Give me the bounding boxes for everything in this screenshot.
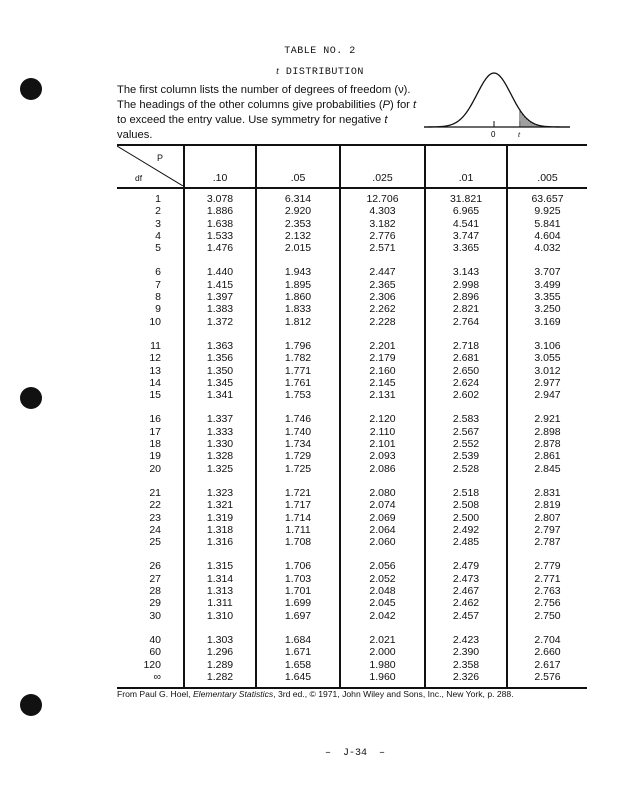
value-cell: 2.462 — [425, 597, 507, 609]
table-row — [117, 499, 587, 511]
value-cell: 1.708 — [256, 536, 340, 548]
value-cell: 1.886 — [184, 205, 256, 217]
corner-df-label: df — [135, 173, 143, 183]
value-cell: 2.771 — [507, 573, 587, 585]
value-cell: 1.533 — [184, 230, 256, 242]
value-cell: 2.423 — [425, 634, 507, 646]
table-row — [117, 438, 587, 450]
value-cell: 2.660 — [507, 646, 587, 658]
df-cell: 120 — [143, 658, 161, 671]
df-cell: 10 — [149, 315, 161, 328]
value-cell: 1.714 — [256, 512, 340, 524]
corner-diagonal — [117, 146, 183, 186]
table-row — [117, 218, 587, 230]
zero-label: 0 — [491, 130, 496, 139]
value-cell: 1.721 — [256, 487, 340, 499]
bell-curve — [424, 73, 570, 127]
page-number-text: J-34 — [343, 748, 368, 759]
value-cell: 3.250 — [507, 303, 587, 315]
value-cell: 1.318 — [184, 524, 256, 536]
df-cell: 19 — [149, 450, 161, 463]
value-cell: 2.807 — [507, 512, 587, 524]
value-cell: 4.541 — [425, 218, 507, 230]
value-cell: 2.518 — [425, 487, 507, 499]
value-cell: 2.977 — [507, 377, 587, 389]
table-row — [117, 426, 587, 438]
df-cell: 26 — [149, 560, 161, 573]
value-cell: 2.110 — [340, 426, 425, 438]
value-cell: 3.182 — [340, 218, 425, 230]
value-cell: 2.080 — [340, 487, 425, 499]
value-cell: 1.319 — [184, 512, 256, 524]
value-cell: 2.878 — [507, 438, 587, 450]
value-cell: 2.831 — [507, 487, 587, 499]
value-cell: 1.341 — [184, 389, 256, 401]
table-row — [117, 303, 587, 315]
table-row — [117, 450, 587, 462]
df-cell: 12 — [149, 352, 161, 365]
value-cell: 2.145 — [340, 377, 425, 389]
value-cell: 2.048 — [340, 585, 425, 597]
df-cell: 5 — [155, 242, 161, 255]
value-cell: 2.583 — [425, 413, 507, 425]
table-row — [117, 610, 587, 622]
value-cell: 3.365 — [425, 242, 507, 254]
column-header: .005 — [507, 145, 587, 188]
value-cell: 1.289 — [184, 659, 256, 671]
citation-text: , 3rd ed., © 1971, John Wiley and Sons, Inc., New York, p. 288. — [273, 689, 514, 699]
value-cell: 2.567 — [425, 426, 507, 438]
value-cell: 1.350 — [184, 365, 256, 377]
table-row — [117, 536, 587, 548]
value-cell: 1.753 — [256, 389, 340, 401]
value-cell: 6.314 — [256, 188, 340, 205]
value-cell: 2.390 — [425, 646, 507, 658]
value-cell: 2.086 — [340, 463, 425, 475]
value-cell: 2.052 — [340, 573, 425, 585]
group-spacer — [117, 401, 587, 413]
value-cell: 3.055 — [507, 352, 587, 364]
value-cell: 1.440 — [184, 266, 256, 278]
table-row — [117, 659, 587, 671]
value-cell: 2.064 — [340, 524, 425, 536]
value-cell: 63.657 — [507, 188, 587, 205]
value-cell: 1.658 — [256, 659, 340, 671]
intro-text: ). The headings of the other columns give probabilities ( — [117, 84, 411, 111]
table-row — [117, 463, 587, 475]
value-cell: 1.330 — [184, 438, 256, 450]
corner-p-label: P — [156, 153, 163, 163]
value-cell: 2.467 — [425, 585, 507, 597]
value-cell: 2.060 — [340, 536, 425, 548]
table-row — [117, 352, 587, 364]
table-row — [117, 671, 587, 688]
value-cell: 2.358 — [425, 659, 507, 671]
df-cell: 27 — [149, 572, 161, 585]
value-cell: 2.845 — [507, 463, 587, 475]
value-cell: 1.321 — [184, 499, 256, 511]
value-cell: 1.383 — [184, 303, 256, 315]
intro-paragraph — [117, 83, 417, 143]
value-cell: 3.012 — [507, 365, 587, 377]
value-cell: 1.282 — [184, 671, 256, 688]
value-cell: 2.353 — [256, 218, 340, 230]
value-cell: 2.447 — [340, 266, 425, 278]
value-cell: 2.920 — [256, 205, 340, 217]
table-row — [117, 634, 587, 646]
t-distribution-table — [117, 144, 587, 689]
df-cell: 23 — [149, 511, 161, 524]
value-cell: 2.093 — [340, 450, 425, 462]
df-cell: 14 — [149, 376, 161, 389]
table-row — [117, 560, 587, 572]
binder-hole — [20, 694, 42, 716]
df-cell: 11 — [150, 339, 161, 352]
value-cell: 1.328 — [184, 450, 256, 462]
value-cell: 1.345 — [184, 377, 256, 389]
table-header-row — [117, 145, 587, 188]
value-cell: 2.131 — [340, 389, 425, 401]
value-cell: 1.296 — [184, 646, 256, 658]
value-cell: 1.796 — [256, 340, 340, 352]
value-cell: 2.262 — [340, 303, 425, 315]
value-cell: 2.365 — [340, 279, 425, 291]
value-cell: 2.457 — [425, 610, 507, 622]
intro-text: ) for — [390, 99, 414, 111]
value-cell: 2.228 — [340, 316, 425, 328]
value-cell: 1.711 — [256, 524, 340, 536]
value-cell: 2.179 — [340, 352, 425, 364]
df-cell: 3 — [155, 217, 161, 230]
citation-book-title: Elementary Statistics — [192, 689, 274, 699]
value-cell: 1.860 — [256, 291, 340, 303]
table-number: TABLE NO. 2 — [284, 46, 356, 57]
value-cell: 1.316 — [184, 536, 256, 548]
value-cell: 1.323 — [184, 487, 256, 499]
value-cell: 3.747 — [425, 230, 507, 242]
df-cell: 20 — [149, 462, 161, 475]
table-title-text: DISTRIBUTION — [285, 67, 364, 78]
value-cell: 1.699 — [256, 597, 340, 609]
intro-text: to exceed the entry value. Use symmetry for negative — [117, 114, 385, 126]
value-cell: 2.539 — [425, 450, 507, 462]
value-cell: 1.697 — [256, 610, 340, 622]
table-row — [117, 316, 587, 328]
page-number: – J-34 – — [325, 748, 386, 759]
df-cell: 1 — [155, 193, 161, 205]
table-row — [117, 389, 587, 401]
table-row — [117, 279, 587, 291]
value-cell: 1.746 — [256, 413, 340, 425]
value-cell: 2.921 — [507, 413, 587, 425]
value-cell: 3.169 — [507, 316, 587, 328]
value-cell: 1.833 — [256, 303, 340, 315]
df-cell: 4 — [155, 229, 161, 242]
df-cell: 60 — [149, 646, 161, 659]
value-cell: 1.638 — [184, 218, 256, 230]
value-cell: 1.895 — [256, 279, 340, 291]
table-row — [117, 585, 587, 597]
citation-text: From Paul G. Hoel, — [117, 689, 193, 699]
value-cell: 1.771 — [256, 365, 340, 377]
intro-p: P — [382, 99, 391, 111]
value-cell: 2.326 — [425, 671, 507, 688]
value-cell: 2.492 — [425, 524, 507, 536]
binder-hole — [20, 387, 42, 409]
value-cell: 2.056 — [340, 560, 425, 572]
intro-text: values. — [117, 129, 153, 141]
value-cell: 2.896 — [425, 291, 507, 303]
value-cell: 2.201 — [340, 340, 425, 352]
value-cell: 1.315 — [184, 560, 256, 572]
value-cell: 1.671 — [256, 646, 340, 658]
df-cell: 22 — [149, 499, 161, 512]
value-cell: 3.355 — [507, 291, 587, 303]
table-title-variable: t — [276, 66, 280, 77]
value-cell: 1.333 — [184, 426, 256, 438]
value-cell: 2.861 — [507, 450, 587, 462]
value-cell: 1.684 — [256, 634, 340, 646]
t-label: t — [518, 130, 521, 139]
group-spacer — [117, 328, 587, 340]
df-cell: 7 — [155, 278, 161, 291]
value-cell: 1.303 — [184, 634, 256, 646]
df-cell: 18 — [149, 438, 161, 451]
value-cell: 2.718 — [425, 340, 507, 352]
value-cell: 3.707 — [507, 266, 587, 278]
value-cell: 2.797 — [507, 524, 587, 536]
value-cell: 2.479 — [425, 560, 507, 572]
intro-text: The first column lists the number of degrees of freedom ( — [117, 84, 399, 96]
value-cell: 2.160 — [340, 365, 425, 377]
value-cell: 3.106 — [507, 340, 587, 352]
table-row — [117, 646, 587, 658]
value-cell: 2.624 — [425, 377, 507, 389]
value-cell: 31.821 — [425, 188, 507, 205]
value-cell: 2.819 — [507, 499, 587, 511]
value-cell: 5.841 — [507, 218, 587, 230]
df-cell: 29 — [149, 597, 161, 610]
df-cell: 13 — [149, 364, 161, 377]
value-cell: 2.750 — [507, 610, 587, 622]
df-cell: 6 — [155, 266, 161, 279]
intro-nu: ν — [398, 84, 404, 96]
value-cell: 2.650 — [425, 365, 507, 377]
df-cell: 16 — [149, 413, 161, 426]
value-cell: 1.356 — [184, 352, 256, 364]
value-cell: 2.508 — [425, 499, 507, 511]
df-cell: 9 — [155, 303, 161, 316]
column-header: .01 — [425, 145, 507, 188]
df-cell: 28 — [149, 585, 161, 598]
value-cell: 1.782 — [256, 352, 340, 364]
binder-hole — [20, 78, 42, 100]
value-cell: 2.069 — [340, 512, 425, 524]
value-cell: 2.132 — [256, 230, 340, 242]
value-cell: 2.473 — [425, 573, 507, 585]
value-cell: 1.960 — [340, 671, 425, 688]
value-cell: 2.571 — [340, 242, 425, 254]
value-cell: 6.965 — [425, 205, 507, 217]
value-cell: 1.706 — [256, 560, 340, 572]
df-cell: 24 — [149, 523, 161, 536]
value-cell: 2.021 — [340, 634, 425, 646]
group-spacer — [117, 254, 587, 266]
value-cell: 4.303 — [340, 205, 425, 217]
value-cell: 1.645 — [256, 671, 340, 688]
df-cell: 15 — [149, 389, 161, 402]
table-row — [117, 205, 587, 217]
value-cell: 4.032 — [507, 242, 587, 254]
value-cell: 1.943 — [256, 266, 340, 278]
df-cell: 21 — [149, 486, 161, 499]
value-cell: 1.812 — [256, 316, 340, 328]
column-header: .05 — [256, 145, 340, 188]
value-cell: 2.821 — [425, 303, 507, 315]
value-cell: 1.337 — [184, 413, 256, 425]
value-cell: 2.000 — [340, 646, 425, 658]
value-cell: 1.314 — [184, 573, 256, 585]
table-row — [117, 573, 587, 585]
column-header: .10 — [184, 145, 256, 188]
value-cell: 1.703 — [256, 573, 340, 585]
value-cell: 2.787 — [507, 536, 587, 548]
table-row — [117, 242, 587, 254]
table-row — [117, 377, 587, 389]
table-row — [117, 524, 587, 536]
intro-t: t — [384, 114, 388, 126]
value-cell: 1.310 — [184, 610, 256, 622]
df-cell: 25 — [149, 536, 161, 549]
value-cell: 1.415 — [184, 279, 256, 291]
value-cell: 12.706 — [340, 188, 425, 205]
value-cell: 2.552 — [425, 438, 507, 450]
value-cell: 1.729 — [256, 450, 340, 462]
value-cell: 2.617 — [507, 659, 587, 671]
value-cell: 1.372 — [184, 316, 256, 328]
value-cell: 1.734 — [256, 438, 340, 450]
table-row — [117, 340, 587, 352]
value-cell: 1.761 — [256, 377, 340, 389]
value-cell: 2.576 — [507, 671, 587, 688]
table-row — [117, 487, 587, 499]
df-cell: 8 — [155, 291, 161, 304]
table-row — [117, 365, 587, 377]
value-cell: 2.704 — [507, 634, 587, 646]
value-cell: 2.101 — [340, 438, 425, 450]
corner-header — [117, 145, 184, 188]
group-spacer — [117, 548, 587, 560]
value-cell: 2.947 — [507, 389, 587, 401]
table-row — [117, 413, 587, 425]
value-cell: 2.763 — [507, 585, 587, 597]
value-cell: 1.701 — [256, 585, 340, 597]
value-cell: 2.779 — [507, 560, 587, 572]
df-cell: 30 — [149, 609, 161, 622]
value-cell: 2.528 — [425, 463, 507, 475]
table-row — [117, 291, 587, 303]
value-cell: 2.500 — [425, 512, 507, 524]
value-cell: 4.604 — [507, 230, 587, 242]
group-spacer — [117, 622, 587, 634]
column-header: .025 — [340, 145, 425, 188]
table-body — [117, 188, 587, 688]
value-cell: 1.725 — [256, 463, 340, 475]
value-cell: 1.740 — [256, 426, 340, 438]
t-distribution-curve-figure — [422, 64, 572, 142]
value-cell: 3.499 — [507, 279, 587, 291]
value-cell: 1.313 — [184, 585, 256, 597]
value-cell: 2.120 — [340, 413, 425, 425]
intro-t: t — [413, 99, 417, 111]
table-row — [117, 512, 587, 524]
value-cell: 2.681 — [425, 352, 507, 364]
df-cell: 17 — [149, 425, 161, 438]
value-cell: 1.717 — [256, 499, 340, 511]
value-cell: 9.925 — [507, 205, 587, 217]
value-cell: 1.397 — [184, 291, 256, 303]
value-cell: 1.325 — [184, 463, 256, 475]
value-cell: 1.311 — [184, 597, 256, 609]
value-cell: 1.363 — [184, 340, 256, 352]
value-cell: 2.998 — [425, 279, 507, 291]
table-row — [117, 188, 587, 205]
source-citation — [117, 688, 572, 700]
value-cell: 2.898 — [507, 426, 587, 438]
value-cell: 2.602 — [425, 389, 507, 401]
df-cell: 2 — [155, 205, 161, 218]
value-cell: 3.078 — [184, 188, 256, 205]
table-row — [117, 266, 587, 278]
value-cell: 3.143 — [425, 266, 507, 278]
value-cell: 2.306 — [340, 291, 425, 303]
value-cell: 2.764 — [425, 316, 507, 328]
value-cell: 1.476 — [184, 242, 256, 254]
value-cell: 1.980 — [340, 659, 425, 671]
value-cell: 2.485 — [425, 536, 507, 548]
group-spacer — [117, 475, 587, 487]
df-cell: ∞ — [117, 671, 184, 688]
value-cell: 2.045 — [340, 597, 425, 609]
value-cell: 2.015 — [256, 242, 340, 254]
value-cell: 2.776 — [340, 230, 425, 242]
value-cell: 2.074 — [340, 499, 425, 511]
value-cell: 2.042 — [340, 610, 425, 622]
table-row — [117, 597, 587, 609]
df-cell: 40 — [149, 633, 161, 646]
table-row — [117, 230, 587, 242]
value-cell: 2.756 — [507, 597, 587, 609]
